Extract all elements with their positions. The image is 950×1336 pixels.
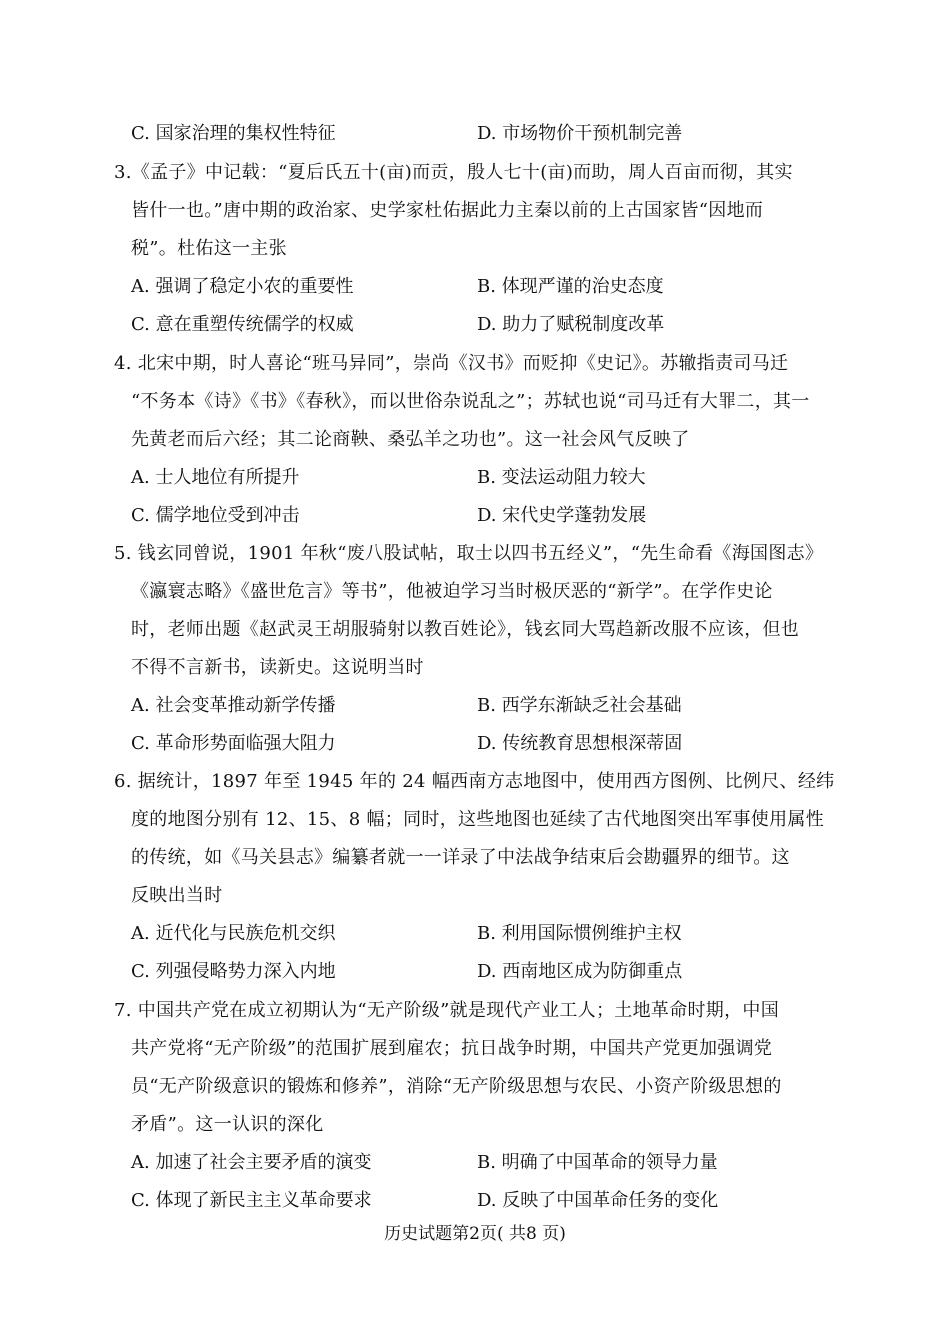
question-4-option-a[interactable]: A. 士人地位有所提升 <box>131 467 300 488</box>
question-5-option-a[interactable]: A. 社会变革推动新学传播 <box>131 695 336 716</box>
question-7-line-2: 共产党将“无产阶级”的范围扩展到雇农；抗日战争时期，中国共产党更加强调党 <box>131 1038 773 1059</box>
question-4-option-b[interactable]: B. 变法运动阻力较大 <box>477 467 646 488</box>
question-6-option-b[interactable]: B. 利用国际惯例维护主权 <box>477 923 682 944</box>
prev-option-d: D. 市场物价干预机制完善 <box>477 123 683 144</box>
question-6-line-2: 度的地图分别有 12、15、8 幅；同时，这些地图也延续了古代地图突出军事使用属性 <box>131 809 824 830</box>
question-3-line-2: 皆什一也。”唐中期的政治家、史学家杜佑据此力主秦以前的上古国家皆“因地而 <box>131 200 764 221</box>
question-7-option-b[interactable]: B. 明确了中国革命的领导力量 <box>477 1152 718 1173</box>
question-3-line-3: 税”。杜佑这一主张 <box>131 238 287 259</box>
question-7-line-1: 7. 中国共产党在成立初期认为“无产阶级”就是现代产业工人；土地革命时期，中国 <box>114 1000 779 1021</box>
question-5-line-2: 《瀛寰志略》《盛世危言》等书”，他被迫学习当时极厌恶的“新学”。在学作史论 <box>131 581 773 602</box>
question-6-option-a[interactable]: A. 近代化与民族危机交织 <box>131 923 336 944</box>
question-6-line-4: 反映出当时 <box>131 885 223 906</box>
question-7-option-d[interactable]: D. 反映了中国革命任务的变化 <box>477 1190 719 1211</box>
page-footer: 历史试题第2页( 共8 页) <box>384 1224 566 1244</box>
question-7-option-c[interactable]: C. 体现了新民主主义革命要求 <box>131 1190 372 1211</box>
question-5-line-4: 不得不言新书，读新史。这说明当时 <box>131 657 424 678</box>
question-5-option-d[interactable]: D. 传统教育思想根深蒂固 <box>477 733 683 754</box>
question-6-line-1: 6. 据统计，1897 年至 1945 年的 24 幅西南方志地图中，使用西方图例、比例尺、经纬 <box>114 771 835 792</box>
question-5-line-1: 5. 钱玄同曾说，1901 年秋“废八股试帖，取士以四书五经义”，“先生命看《海国图志》 <box>114 543 824 564</box>
question-4-line-3: 先黄老而后六经；其二论商鞅、桑弘羊之功也”。这一社会风气反映了 <box>131 429 690 450</box>
question-3-line-1: 3.《孟子》中记载：“夏后氏五十(亩)而贡，殷人七十(亩)而助，周人百亩而彻，其实 <box>114 162 793 183</box>
question-6-option-d[interactable]: D. 西南地区成为防御重点 <box>477 961 683 982</box>
question-7-option-a[interactable]: A. 加速了社会主要矛盾的演变 <box>131 1152 372 1173</box>
question-6-option-c[interactable]: C. 列强侵略势力深入内地 <box>131 961 336 982</box>
question-4-option-d[interactable]: D. 宋代史学蓬勃发展 <box>477 505 647 526</box>
question-7-line-3: 员“无产阶级意识的锻炼和修养”，消除“无产阶级思想与农民、小资产阶级思想的 <box>131 1076 782 1097</box>
question-4-option-c[interactable]: C. 儒学地位受到冲击 <box>131 505 300 526</box>
question-5-line-3: 时，老师出题《赵武灵王胡服骑射以教百姓论》，钱玄同大骂趋新改服不应该，但也 <box>131 619 800 640</box>
question-3-option-b[interactable]: B. 体现严谨的治史态度 <box>477 276 664 297</box>
question-7-line-4: 矛盾”。这一认识的深化 <box>131 1114 324 1135</box>
prev-option-c: C. 国家治理的集权性特征 <box>131 123 336 144</box>
question-3-option-d[interactable]: D. 助力了赋税制度改革 <box>477 314 665 335</box>
question-3-option-a[interactable]: A. 强调了稳定小农的重要性 <box>131 276 354 297</box>
question-5-option-c[interactable]: C. 革命形势面临强大阻力 <box>131 733 336 754</box>
question-4-line-1: 4. 北宋中期，时人喜论“班马异同”，崇尚《汉书》而贬抑《史记》。苏辙指责司马迁 <box>114 353 789 374</box>
question-4-line-2: “不务本《诗》《书》《春秋》，而以世俗杂说乱之”；苏轼也说“司马迁有大罪二，其一 <box>131 391 810 412</box>
question-5-option-b[interactable]: B. 西学东渐缺乏社会基础 <box>477 695 682 716</box>
question-3-option-c[interactable]: C. 意在重塑传统儒学的权威 <box>131 314 354 335</box>
question-6-line-3: 的传统，如《马关县志》编纂者就一一详录了中法战争结束后会勘疆界的细节。这 <box>131 847 790 868</box>
